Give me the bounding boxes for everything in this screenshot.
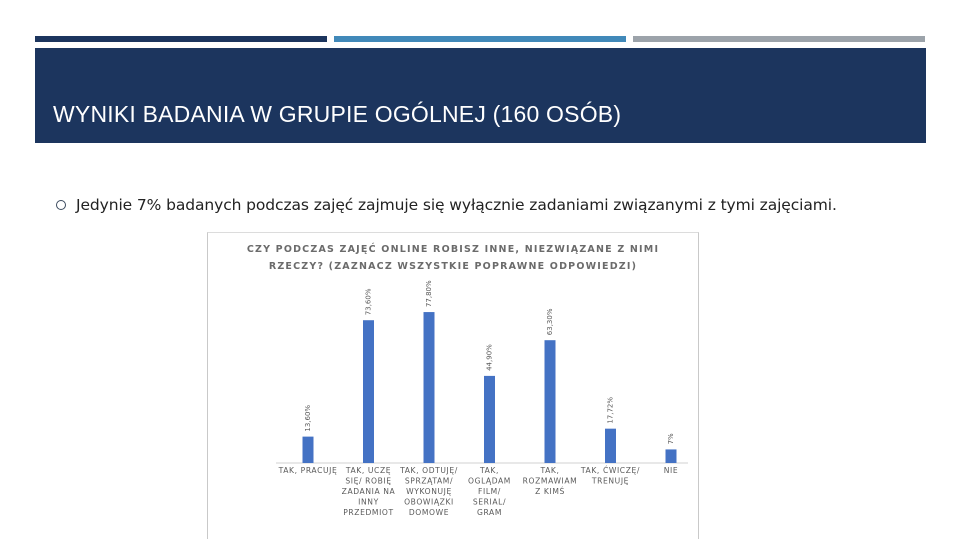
category-label-3-line-3: WYKONUJĘ — [406, 487, 452, 496]
category-labels-group — [278, 466, 679, 517]
category-label-5-line-3: Z KIMŚ — [535, 487, 565, 496]
chart-frame — [207, 232, 699, 539]
category-label-2-line-2: SIĘ/ ROBIĘ — [345, 476, 392, 486]
category-label-6-line-1: TAK, ĆWICZĘ/ — [580, 466, 641, 475]
category-label-5-line-2: ROZMAWIAM — [522, 476, 578, 486]
bars-group — [303, 312, 677, 463]
data-label-7: 7% — [667, 433, 675, 445]
category-label-3-line-1: TAK, ODTUJĘ/ — [400, 466, 458, 475]
category-label-5-line-1: TAK, — [540, 466, 560, 475]
bullet-text: Jedynie 7% badanych podczas zajęć zajmuje się wyłącznie zadaniami związanymi z tymi zajęciami. — [76, 196, 837, 214]
bar-1 — [303, 437, 314, 463]
bar-4 — [484, 376, 495, 463]
category-label-4-line-1: TAK, — [479, 466, 500, 475]
title-banner — [35, 48, 926, 143]
chart-title — [247, 243, 659, 272]
bar-5 — [545, 340, 556, 463]
category-label-2-line-5: PRZEDMIOT — [343, 508, 394, 517]
bar-7 — [666, 449, 677, 463]
circle-bullet-icon — [56, 200, 66, 210]
data-label-5: 63,30% — [546, 308, 554, 336]
category-label-3-line-2: SPRZĄTAM/ — [404, 476, 454, 486]
data-label-2: 73,60% — [364, 288, 373, 316]
data-label-6: 17,72% — [606, 396, 615, 424]
chart-title-line-1: CZY PODCZAS ZAJĘĆ ONLINE ROBISZ INNE, NIEZWIĄZANE Z NIMI — [246, 244, 660, 255]
data-label-3: 77,80% — [425, 280, 433, 308]
category-label-1-line-1: TAK, PRACUJĘ — [278, 466, 338, 475]
category-label-2-line-3: ZADANIA NA — [341, 487, 396, 496]
category-label-4-line-3: FILM/ — [478, 487, 501, 496]
category-label-3-line-4: OBOWIĄZKI — [404, 497, 454, 507]
category-label-4-line-4: SERIAL/ — [472, 497, 507, 507]
bar-3 — [424, 312, 435, 463]
accent-stripe-gray — [633, 36, 925, 42]
category-label-2-line-4: INNY — [358, 497, 379, 507]
data-label-4: 44,90% — [485, 344, 494, 371]
chart-title-line-2: RZECZY? (ZAZNACZ WSZYSTKIE POPRAWNE ODPOWIEDZI) — [268, 261, 638, 272]
bar-chart — [208, 233, 698, 539]
bar-6 — [605, 429, 616, 463]
category-label-4-line-2: OGLĄDAM — [468, 476, 511, 486]
category-label-7-line-1: NIE — [663, 466, 679, 475]
category-label-6-line-2: TRENUJĘ — [591, 476, 630, 486]
accent-stripe-blue — [334, 36, 626, 42]
category-label-4-line-5: GRAM — [477, 508, 502, 517]
slide-title: WYNIKI BADANIA W GRUPIE OGÓLNEJ (160 OSÓB) — [53, 101, 622, 127]
data-label-1: 13,60% — [304, 404, 312, 432]
accent-stripe-dark — [35, 36, 327, 42]
category-label-3-line-5: DOMOWE — [408, 508, 450, 517]
bar-2 — [363, 320, 374, 463]
category-label-2-line-1: TAK, UCZĘ — [345, 466, 392, 475]
